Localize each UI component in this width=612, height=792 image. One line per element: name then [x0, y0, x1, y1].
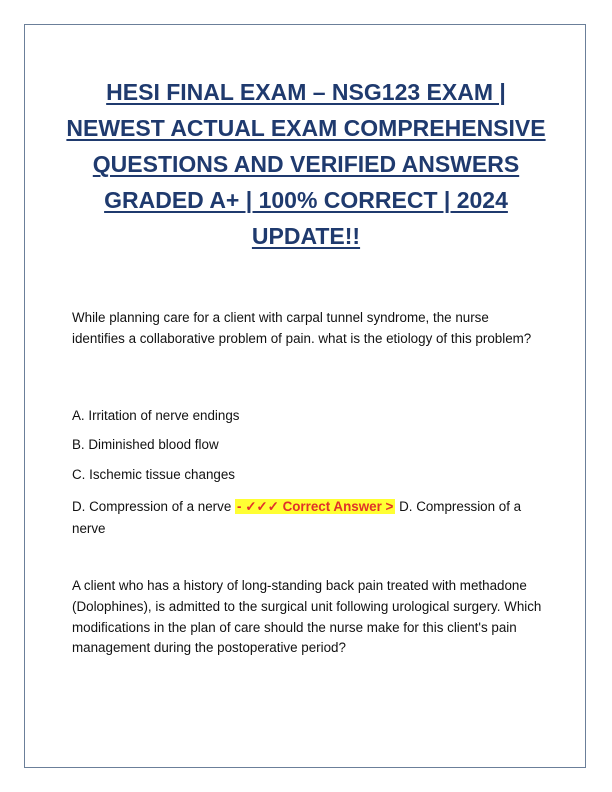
- question-1-option-a: A. Irritation of nerve endings: [72, 408, 240, 423]
- correct-answer-tag: - ✓✓✓ Correct Answer >: [237, 499, 394, 514]
- document-title: HESI FINAL EXAM – NSG123 EXAM | NEWEST ACTUAL EXAM COMPREHENSIVE QUESTIONS AND VERIFIED ANSWERS GRADED A+ | 100% CORRECT | 2024 UPDATE!!: [66, 79, 546, 249]
- question-1-text: While planning care for a client with carpal tunnel syndrome, the nurse identifies a collaborative problem of pain. what is the etiology of this problem?: [72, 310, 532, 346]
- question-1-option-c: C. Ischemic tissue changes: [72, 467, 235, 482]
- question-2-text: A client who has a history of long-standing back pain treated with methadone (Dolophines), is admitted to the surgical unit following urological surgery. Which modifications in the plan of care should the nurse make for this client's pain management during the postoperative period?: [72, 578, 542, 656]
- question-1-option-b: B. Diminished blood flow: [72, 437, 219, 452]
- question-1-option-d: [72, 496, 542, 540]
- option-d-label: D. Compression of a nerve: [72, 499, 232, 514]
- correct-answer-text: D. Compression of a nerve: [72, 499, 522, 536]
